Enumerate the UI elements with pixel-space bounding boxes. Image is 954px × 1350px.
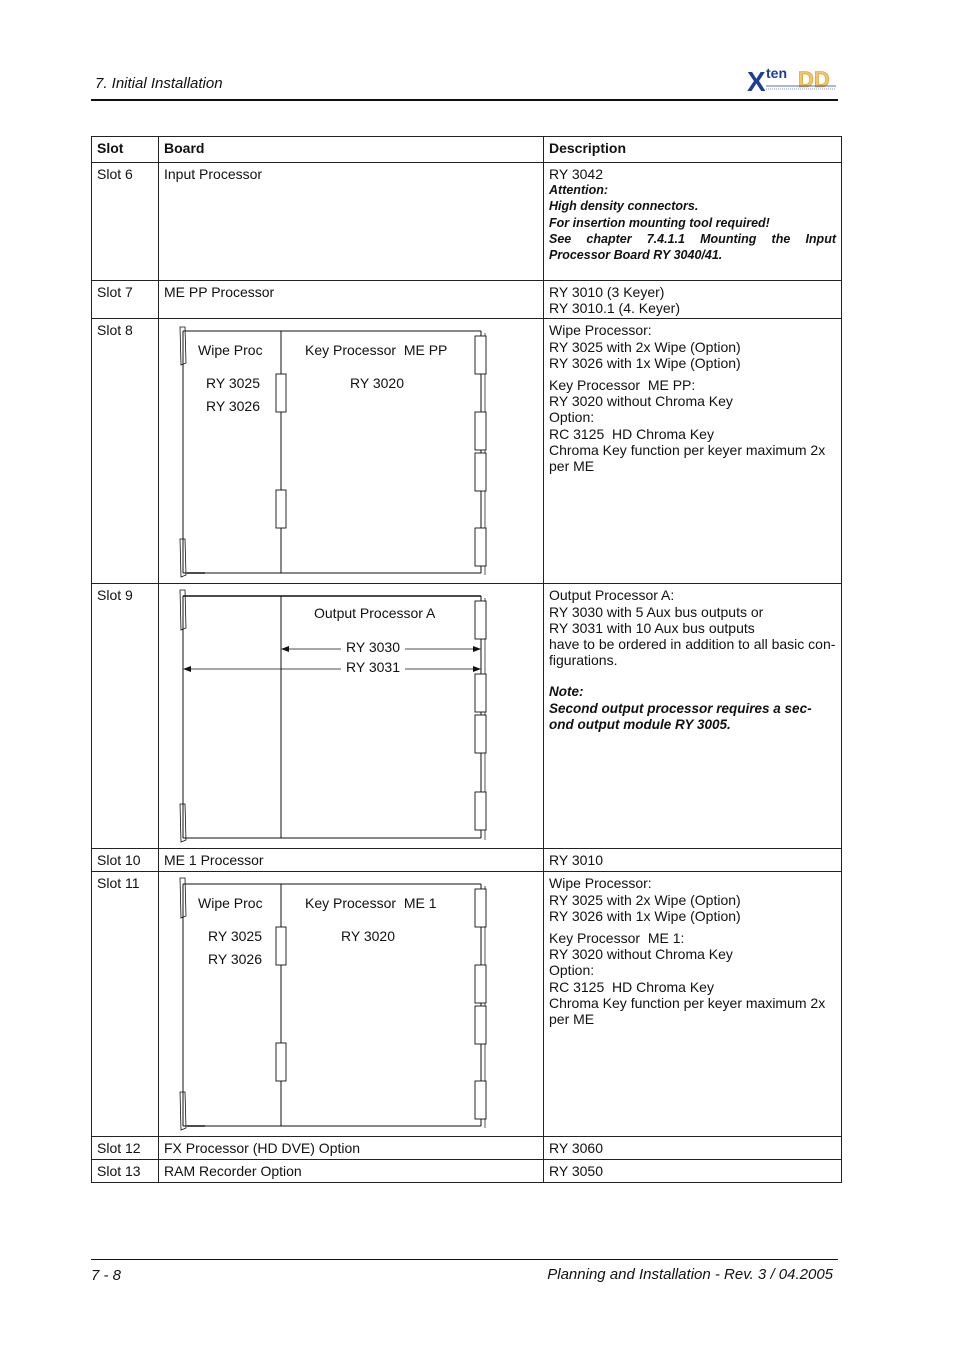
board-diagram-cell: [159, 319, 544, 584]
board-diagram-cell: [159, 872, 544, 1137]
footer-rule: [91, 1259, 838, 1260]
description-cell: [544, 281, 842, 319]
description-line: Wipe Processor:: [549, 322, 652, 339]
header-rule: [91, 99, 838, 101]
description-cell: RY 3060: [544, 1137, 842, 1160]
description-line: Option:: [549, 962, 595, 979]
description-line: Key Processor ME 1:: [549, 930, 685, 947]
board-cell: Input Processor: [159, 163, 544, 281]
table-row-slot9: [92, 584, 842, 849]
description-line: RC 3125 HD Chroma Key: [549, 425, 714, 442]
output-code-label: RY 3030: [346, 639, 400, 656]
description-line: Key Processor ME PP:: [549, 377, 696, 394]
description-cell: RY 3010: [544, 849, 842, 872]
wipe-code-label: RY 3026: [208, 951, 262, 968]
table-row-slot6: [92, 163, 842, 281]
attention-line: For insertion mounting tool required!: [549, 215, 770, 230]
description-line: RY 3026 with 1x Wipe (Option): [549, 354, 741, 371]
description-line: RY 3031 with 10 Aux bus outputs: [549, 619, 755, 636]
note-text: Second output processor requires a sec-ond output module RY 3005.: [549, 700, 812, 732]
description-line: RY 3010.1 (4. Keyer): [549, 300, 681, 317]
board-cell: ME 1 Processor: [159, 849, 544, 872]
column-header-board: Board: [159, 137, 544, 163]
description-cell: [544, 584, 842, 849]
board-diagram-slot8: [159, 319, 544, 583]
slot-cell: Slot 12: [92, 1137, 159, 1160]
svg-text:X: X: [747, 66, 766, 96]
page-number: 7 - 8: [91, 1267, 122, 1284]
table-row-slot8: [92, 319, 842, 584]
board-diagram-cell: [159, 584, 544, 849]
xten-dd-logo: [746, 64, 838, 96]
slot-cell: Slot 9: [92, 584, 159, 849]
output-code-label: RY 3031: [346, 659, 400, 676]
table-row-slot7: [92, 281, 842, 319]
svg-text:ten: ten: [766, 65, 787, 81]
note-label: Note:: [549, 684, 584, 700]
wipe-proc-label: Wipe Proc: [198, 895, 263, 912]
description-line: Output Processor A:: [549, 587, 675, 604]
slot-cell: Slot 10: [92, 849, 159, 872]
attention-line: See chapter 7.4.1.1 Mounting the Input Processor Board RY 3040/41.: [549, 231, 836, 263]
key-code-label: RY 3020: [341, 928, 395, 945]
table-row-slot12: [92, 1137, 842, 1160]
wipe-code-label: RY 3026: [206, 398, 260, 415]
table-header-row: [92, 137, 842, 163]
description-line: Chroma Key function per keyer maximum 2x per ME: [549, 441, 826, 475]
description-line: RY 3025 with 2x Wipe (Option): [549, 891, 741, 908]
slot-cell: Slot 8: [92, 319, 159, 584]
output-processor-label: Output Processor A: [314, 605, 436, 622]
description-line: RY 3026 with 1x Wipe (Option): [549, 907, 741, 924]
description-line: RY 3030 with 5 Aux bus outputs or: [549, 603, 764, 620]
column-header-slot: Slot: [92, 137, 159, 163]
attention-label: Attention:: [549, 183, 609, 198]
attention-line: High density connectors.: [549, 199, 699, 214]
slot-cell: Slot 11: [92, 872, 159, 1137]
board-cell: FX Processor (HD DVE) Option: [159, 1137, 544, 1160]
description-cell: [544, 163, 842, 281]
board-diagram-slot11: [159, 872, 544, 1136]
svg-text:DD: DD: [798, 67, 830, 92]
board-cell: ME PP Processor: [159, 281, 544, 319]
key-code-label: RY 3020: [350, 375, 404, 392]
slot-cell: Slot 13: [92, 1160, 159, 1182]
description-line: RY 3042: [549, 166, 603, 182]
description-line: have to be ordered in addition to all basic con-figurations.: [549, 636, 836, 669]
table-row-slot13: [92, 1160, 842, 1182]
wipe-code-label: RY 3025: [208, 928, 262, 945]
footer-document-title: Planning and Installation - Rev. 3 / 04.2005: [547, 1266, 833, 1283]
page-header-title: 7. Initial Installation: [95, 75, 223, 92]
slot-cell: Slot 6: [92, 163, 159, 281]
description-line: Wipe Processor:: [549, 875, 652, 892]
description-line: RY 3020 without Chroma Key: [549, 393, 733, 410]
key-processor-label: Key Processor ME PP: [305, 342, 448, 359]
description-cell: RY 3050: [544, 1160, 842, 1182]
description-cell: [544, 872, 842, 1137]
column-header-description: Description: [544, 137, 842, 163]
key-processor-label: Key Processor ME 1: [305, 895, 437, 912]
wipe-code-label: RY 3025: [206, 375, 260, 392]
board-cell: RAM Recorder Option: [159, 1160, 544, 1182]
table-row-slot10: [92, 849, 842, 872]
description-line: RY 3020 without Chroma Key: [549, 946, 733, 963]
description-line: RY 3025 with 2x Wipe (Option): [549, 338, 741, 355]
slot-board-table: [91, 136, 842, 1183]
description-line: Chroma Key function per keyer maximum 2x per ME: [549, 994, 826, 1028]
table-row-slot11: [92, 872, 842, 1137]
description-cell: [544, 319, 842, 584]
wipe-proc-label: Wipe Proc: [198, 342, 263, 359]
description-line: Option:: [549, 409, 595, 426]
slot-cell: Slot 7: [92, 281, 159, 319]
description-line: RY 3010 (3 Keyer): [549, 284, 665, 300]
board-diagram-slot9: [159, 584, 544, 848]
description-line: RC 3125 HD Chroma Key: [549, 978, 714, 995]
